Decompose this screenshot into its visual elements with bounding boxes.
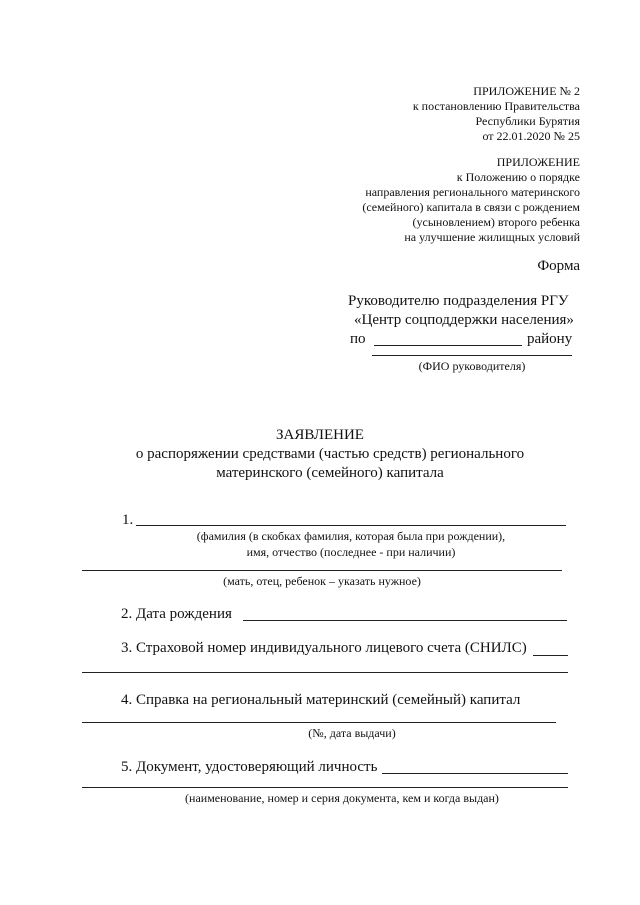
addressee-line: «Центр соцподдержки населения» bbox=[354, 312, 574, 328]
certificate-label: 4. Справка на региональный материнский (семейный) капитал bbox=[121, 692, 521, 708]
appendix-title: ПРИЛОЖЕНИЕ bbox=[496, 155, 580, 169]
snils-label: 3. Страховой номер индивидуального лицевого счета (СНИЛС) bbox=[121, 640, 527, 656]
certificate-field[interactable] bbox=[82, 722, 556, 723]
document-subtitle: о распоряжении средствами (частью средств) регионального bbox=[135, 446, 525, 462]
addressee-po: по bbox=[350, 331, 366, 347]
birth-date-label: 2. Дата рождения bbox=[121, 606, 232, 622]
full-name-hint: (фамилия (в скобках фамилия, которая была при рождении), bbox=[196, 529, 506, 543]
addressee-line: Руководителю подразделения РГУ bbox=[348, 293, 569, 309]
certificate-hint: (№, дата выдачи) bbox=[308, 726, 396, 740]
form-label: Форма bbox=[537, 258, 580, 274]
appendix-desc-line: к Положению о порядке bbox=[456, 170, 580, 184]
identity-doc-field[interactable] bbox=[382, 773, 568, 774]
district-field[interactable] bbox=[374, 345, 522, 346]
field-1-number: 1. bbox=[122, 512, 134, 528]
head-name-field[interactable] bbox=[372, 355, 572, 356]
identity-doc-hint: (наименование, номер и серия документа, кем и когда выдан) bbox=[185, 791, 499, 805]
appendix-ref-line: к постановлению Правительства bbox=[412, 99, 580, 113]
head-name-caption: (ФИО руководителя) bbox=[418, 359, 526, 373]
snils-field[interactable] bbox=[533, 655, 568, 656]
snils-field-continued[interactable] bbox=[82, 672, 568, 673]
identity-doc-field-continued[interactable] bbox=[82, 787, 568, 788]
document-subtitle: материнского (семейного) капитала bbox=[216, 465, 444, 481]
appendix-desc-line: на улучшение жилищных условий bbox=[404, 230, 580, 244]
relation-hint: (мать, отец, ребенок – указать нужное) bbox=[223, 574, 421, 588]
appendix-desc-line: (усыновлением) второго ребенка bbox=[412, 215, 580, 229]
document-title: ЗАЯВЛЕНИЕ bbox=[276, 427, 364, 443]
appendix-desc-line: направления регионального материнского bbox=[365, 185, 580, 199]
full-name-field[interactable] bbox=[136, 525, 566, 526]
relation-field[interactable] bbox=[82, 570, 562, 571]
full-name-hint: имя, отчество (последнее - при наличии) bbox=[246, 545, 456, 559]
appendix-desc-line: (семейного) капитала в связи с рождением bbox=[362, 200, 580, 214]
identity-doc-label: 5. Документ, удостоверяющий личность bbox=[121, 759, 378, 775]
appendix-ref-line: Республики Бурятия bbox=[475, 114, 580, 128]
appendix-number: ПРИЛОЖЕНИЕ № 2 bbox=[473, 84, 580, 98]
birth-date-field[interactable] bbox=[243, 620, 567, 621]
appendix-date: от 22.01.2020 № 25 bbox=[482, 129, 580, 143]
addressee-rayon: району bbox=[527, 331, 573, 347]
